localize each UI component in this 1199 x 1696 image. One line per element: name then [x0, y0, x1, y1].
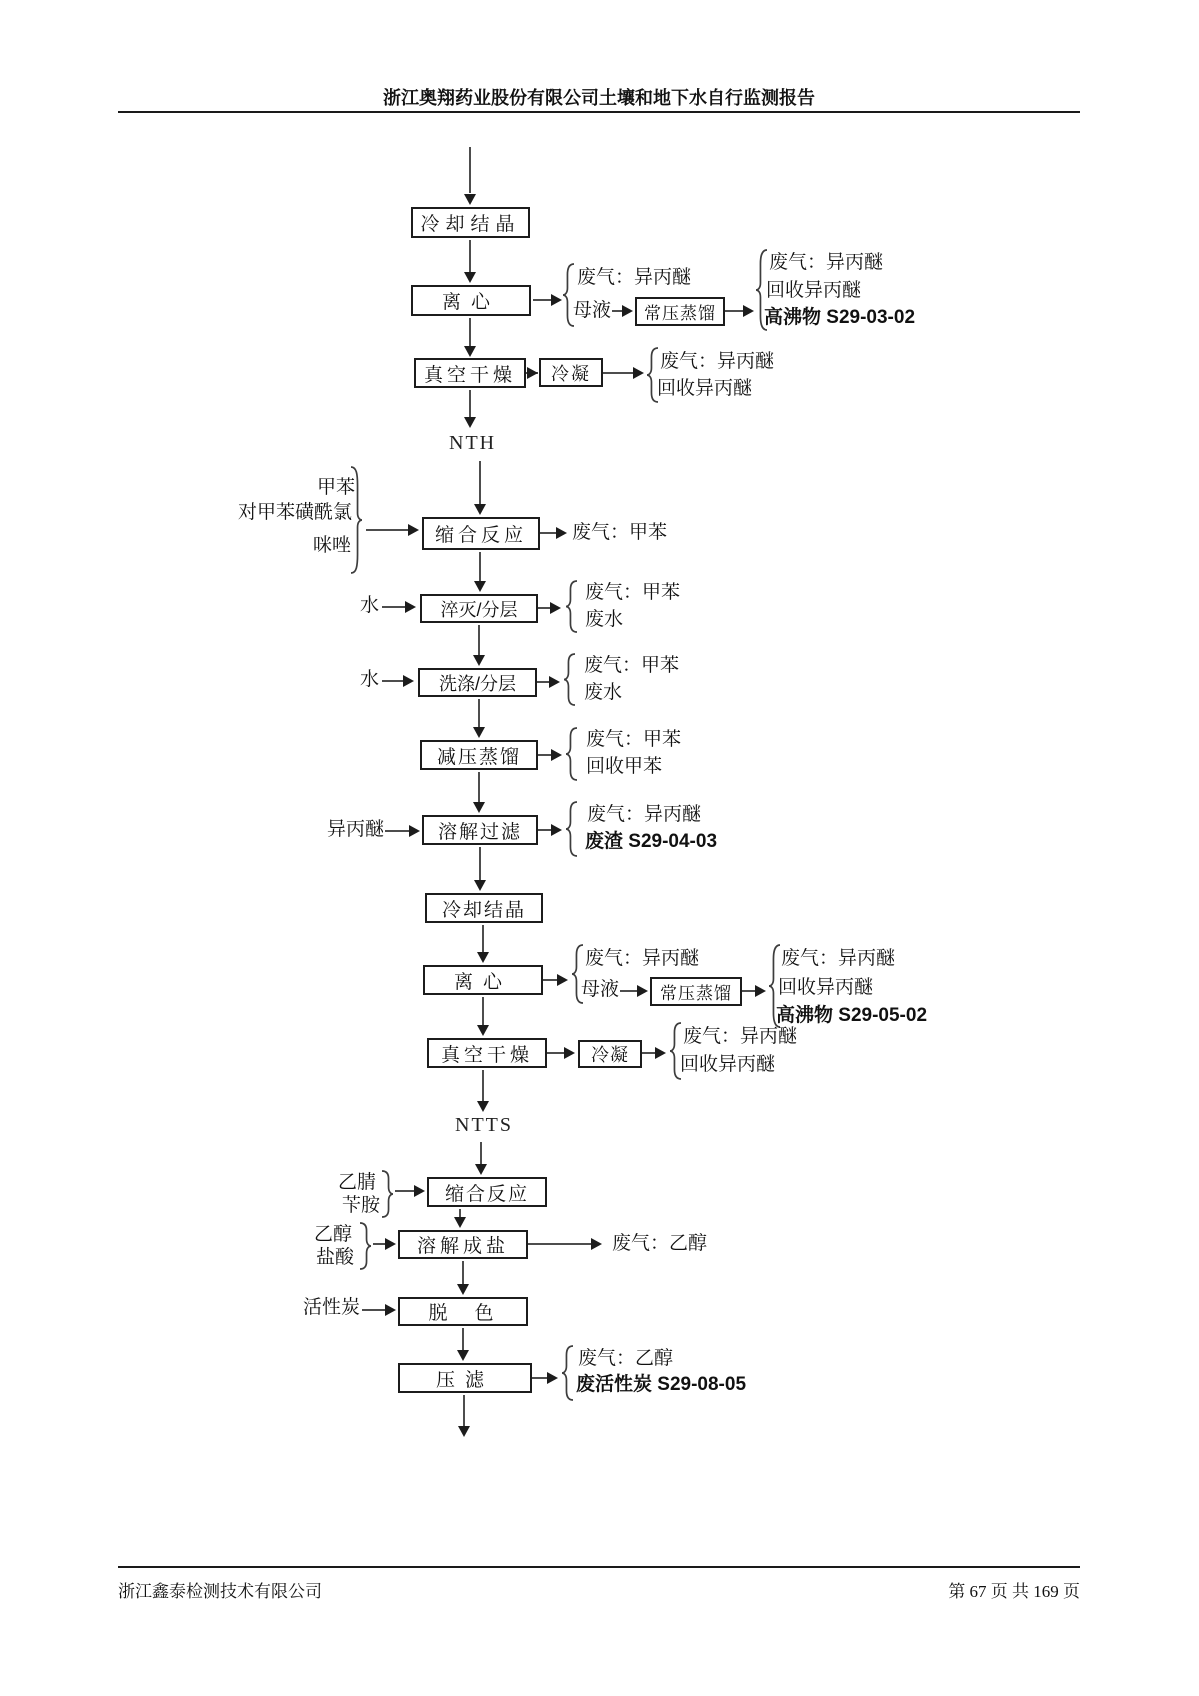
arrow-down-icon [464, 194, 476, 205]
flow-line [463, 1395, 465, 1426]
flow-line [362, 1309, 385, 1311]
process-box-press-filter: 压滤 [398, 1363, 532, 1393]
process-box-condensation-1: 缩合反应 [422, 517, 540, 550]
process-box-condensation-2: 缩合反应 [427, 1177, 547, 1207]
label-input-carbon: 活性炭 [303, 1297, 361, 1318]
flow-line [373, 1243, 385, 1245]
arrow-right-icon [551, 824, 562, 836]
label-offgas-ipe: 废气：异丙醚 [683, 1026, 798, 1047]
arrow-right-icon [564, 1047, 575, 1059]
flow-line [603, 372, 634, 374]
flow-line [469, 390, 471, 417]
flow-line [538, 829, 551, 831]
label-high-boiler-code: 高沸物 S29-05-02 [776, 1005, 928, 1026]
process-box-dissolve-filter: 溶解过滤 [422, 815, 538, 845]
flow-line [382, 606, 405, 608]
arrow-right-icon [549, 676, 560, 688]
arrow-right-icon [385, 1238, 396, 1250]
flow-line [528, 1243, 591, 1245]
intermediate-ntts: NTTS [455, 1114, 513, 1136]
arrow-right-icon [655, 1047, 666, 1059]
flow-line [543, 979, 558, 981]
arrow-right-icon [408, 524, 419, 536]
arrow-down-icon [475, 1164, 487, 1175]
label-offgas-ethanol: 废气：乙醇 [612, 1233, 708, 1254]
flow-line [469, 147, 471, 193]
footer-company: 浙江鑫泰检测技术有限公司 [118, 1582, 322, 1601]
input-brace [381, 1170, 394, 1218]
label-input-imidazole: 咪唑 [313, 535, 352, 556]
label-offgas-toluene: 废气：甲苯 [584, 655, 680, 676]
arrow-down-icon [474, 504, 486, 515]
arrow-down-icon [477, 1101, 489, 1112]
flow-line [540, 532, 557, 534]
arrow-down-icon [473, 727, 485, 738]
flow-line [478, 625, 480, 655]
flow-line [459, 1209, 461, 1217]
flow-line [612, 310, 622, 312]
label-wastewater: 废水 [585, 609, 624, 630]
arrow-right-icon [637, 985, 648, 997]
arrow-down-icon [457, 1284, 469, 1295]
process-box-quench: 淬灭/分层 [420, 594, 538, 623]
arrow-down-icon [473, 655, 485, 666]
flow-line [395, 1190, 414, 1192]
flow-line [533, 299, 552, 301]
label-offgas-toluene: 废气：甲苯 [585, 582, 681, 603]
label-input-benzylamine: 苄胺 [342, 1195, 381, 1216]
flow-line [385, 830, 409, 832]
label-offgas-ipe: 废气：异丙醚 [781, 948, 896, 969]
process-box-decolor: 脱 色 [398, 1297, 528, 1326]
output-brace [565, 727, 578, 781]
process-box-centrifuge-1: 离心 [411, 285, 531, 316]
flow-line [479, 552, 481, 581]
arrow-right-icon [550, 602, 561, 614]
process-box-atm-distill-1: 常压蒸馏 [635, 297, 725, 326]
arrow-right-icon [403, 675, 414, 687]
arrow-down-icon [477, 952, 489, 963]
arrow-down-icon [464, 346, 476, 357]
process-box-wash: 洗涤/分层 [418, 668, 537, 697]
process-box-vacuum-dry-1: 真空干燥 [414, 358, 526, 388]
intermediate-nth: NTH [449, 432, 497, 454]
flow-line [478, 699, 480, 727]
arrow-down-icon [477, 1025, 489, 1036]
process-box-vac-distill: 减压蒸馏 [420, 740, 538, 770]
arrow-right-icon [385, 1304, 396, 1316]
label-recover-ipe: 回收异丙醚 [680, 1054, 776, 1075]
flow-line [469, 318, 471, 346]
flow-line [482, 997, 484, 1025]
page-title: 浙江奥翔药业股份有限公司土壤和地下水自行监测报告 [383, 88, 815, 108]
flow-line [478, 772, 480, 802]
label-input-water: 水 [360, 595, 380, 616]
label-mother-liquor: 母液 [581, 979, 620, 1000]
label-offgas-ethanol: 废气：乙醇 [578, 1348, 674, 1369]
process-box-dissolve-salt: 溶解成盐 [398, 1230, 528, 1259]
label-recover-ipe: 回收异丙醚 [766, 280, 862, 301]
label-input-water: 水 [360, 669, 380, 690]
arrow-right-icon [551, 749, 562, 761]
process-box-atm-distill-2: 常压蒸馏 [650, 977, 742, 1006]
flow-line [366, 529, 408, 531]
label-mother-liquor: 母液 [573, 300, 612, 321]
arrow-right-icon [527, 367, 538, 379]
input-brace [350, 466, 363, 574]
arrow-right-icon [557, 974, 568, 986]
label-input-ipe: 异丙醚 [327, 819, 385, 840]
process-box-condense-1: 冷凝 [539, 358, 603, 387]
flow-line [725, 310, 744, 312]
flow-line [620, 990, 638, 992]
label-wastewater: 废水 [584, 682, 623, 703]
arrow-right-icon [633, 367, 644, 379]
process-box-condense-2: 冷凝 [578, 1040, 642, 1068]
flow-line [537, 681, 549, 683]
label-high-boiler-code: 高沸物 S29-03-02 [764, 307, 916, 328]
footer-pagination: 第 67 页 共 169 页 [948, 1582, 1080, 1601]
label-recover-ipe: 回收异丙醚 [657, 378, 753, 399]
label-input-toluene: 甲苯 [317, 477, 356, 498]
label-offgas-toluene: 废气：甲苯 [572, 522, 668, 543]
label-offgas-ipe: 废气：异丙醚 [660, 351, 775, 372]
flow-line [479, 847, 481, 880]
label-input-hcl: 盐酸 [316, 1247, 355, 1268]
arrow-down-icon [473, 802, 485, 813]
output-brace [565, 801, 578, 857]
label-input-ptsc: 对甲苯磺酰氯 [238, 502, 353, 523]
flow-line [538, 754, 551, 756]
flow-line [547, 1052, 565, 1054]
arrow-down-icon [457, 1350, 469, 1361]
flow-line [742, 990, 756, 992]
arrow-right-icon [755, 985, 766, 997]
label-input-acetonitrile: 乙腈 [338, 1172, 377, 1193]
arrow-down-icon [474, 581, 486, 592]
arrow-right-icon [405, 601, 416, 613]
arrow-down-icon [458, 1426, 470, 1437]
label-waste-residue-code: 废渣 S29-04-03 [585, 831, 718, 852]
process-box-cooling-1: 冷却结晶 [411, 207, 530, 238]
flow-line [480, 1142, 482, 1164]
arrow-down-icon [464, 272, 476, 283]
label-offgas-toluene: 废气：甲苯 [586, 729, 682, 750]
flow-line [469, 240, 471, 272]
arrow-right-icon [414, 1185, 425, 1197]
label-recover-toluene: 回收甲苯 [586, 756, 663, 777]
flow-line [482, 1070, 484, 1101]
arrow-right-icon [556, 527, 567, 539]
flow-line [532, 1377, 547, 1379]
output-brace [561, 1345, 574, 1401]
label-offgas-ipe: 废气：异丙醚 [769, 252, 884, 273]
label-waste-carbon-code: 废活性炭 S29-08-05 [576, 1374, 747, 1395]
label-offgas-ipe: 废气：异丙醚 [585, 948, 700, 969]
flow-line [479, 461, 481, 504]
arrow-right-icon [551, 294, 562, 306]
label-offgas-ipe: 废气：异丙醚 [587, 804, 702, 825]
output-brace [563, 653, 576, 706]
label-recover-ipe: 回收异丙醚 [778, 977, 874, 998]
arrow-down-icon [464, 417, 476, 428]
process-box-centrifuge-2: 离心 [423, 965, 543, 995]
footer-divider [118, 1566, 1080, 1568]
input-brace [359, 1222, 372, 1270]
flow-line [462, 1328, 464, 1350]
arrow-right-icon [622, 305, 633, 317]
arrow-right-icon [409, 825, 420, 837]
process-box-cooling-2: 冷却结晶 [425, 893, 543, 923]
arrow-right-icon [743, 305, 754, 317]
arrow-right-icon [591, 1238, 602, 1250]
flow-line [482, 925, 484, 952]
flow-line [642, 1052, 655, 1054]
arrow-right-icon [547, 1372, 558, 1384]
flow-line [462, 1261, 464, 1284]
process-box-vacuum-dry-2: 真空干燥 [427, 1038, 547, 1068]
label-input-ethanol: 乙醇 [314, 1224, 353, 1245]
label-offgas-ipe: 废气：异丙醚 [577, 267, 692, 288]
output-brace [565, 580, 578, 633]
arrow-down-icon [454, 1217, 466, 1228]
header-divider [118, 111, 1080, 113]
flow-line [382, 680, 403, 682]
arrow-down-icon [474, 880, 486, 891]
